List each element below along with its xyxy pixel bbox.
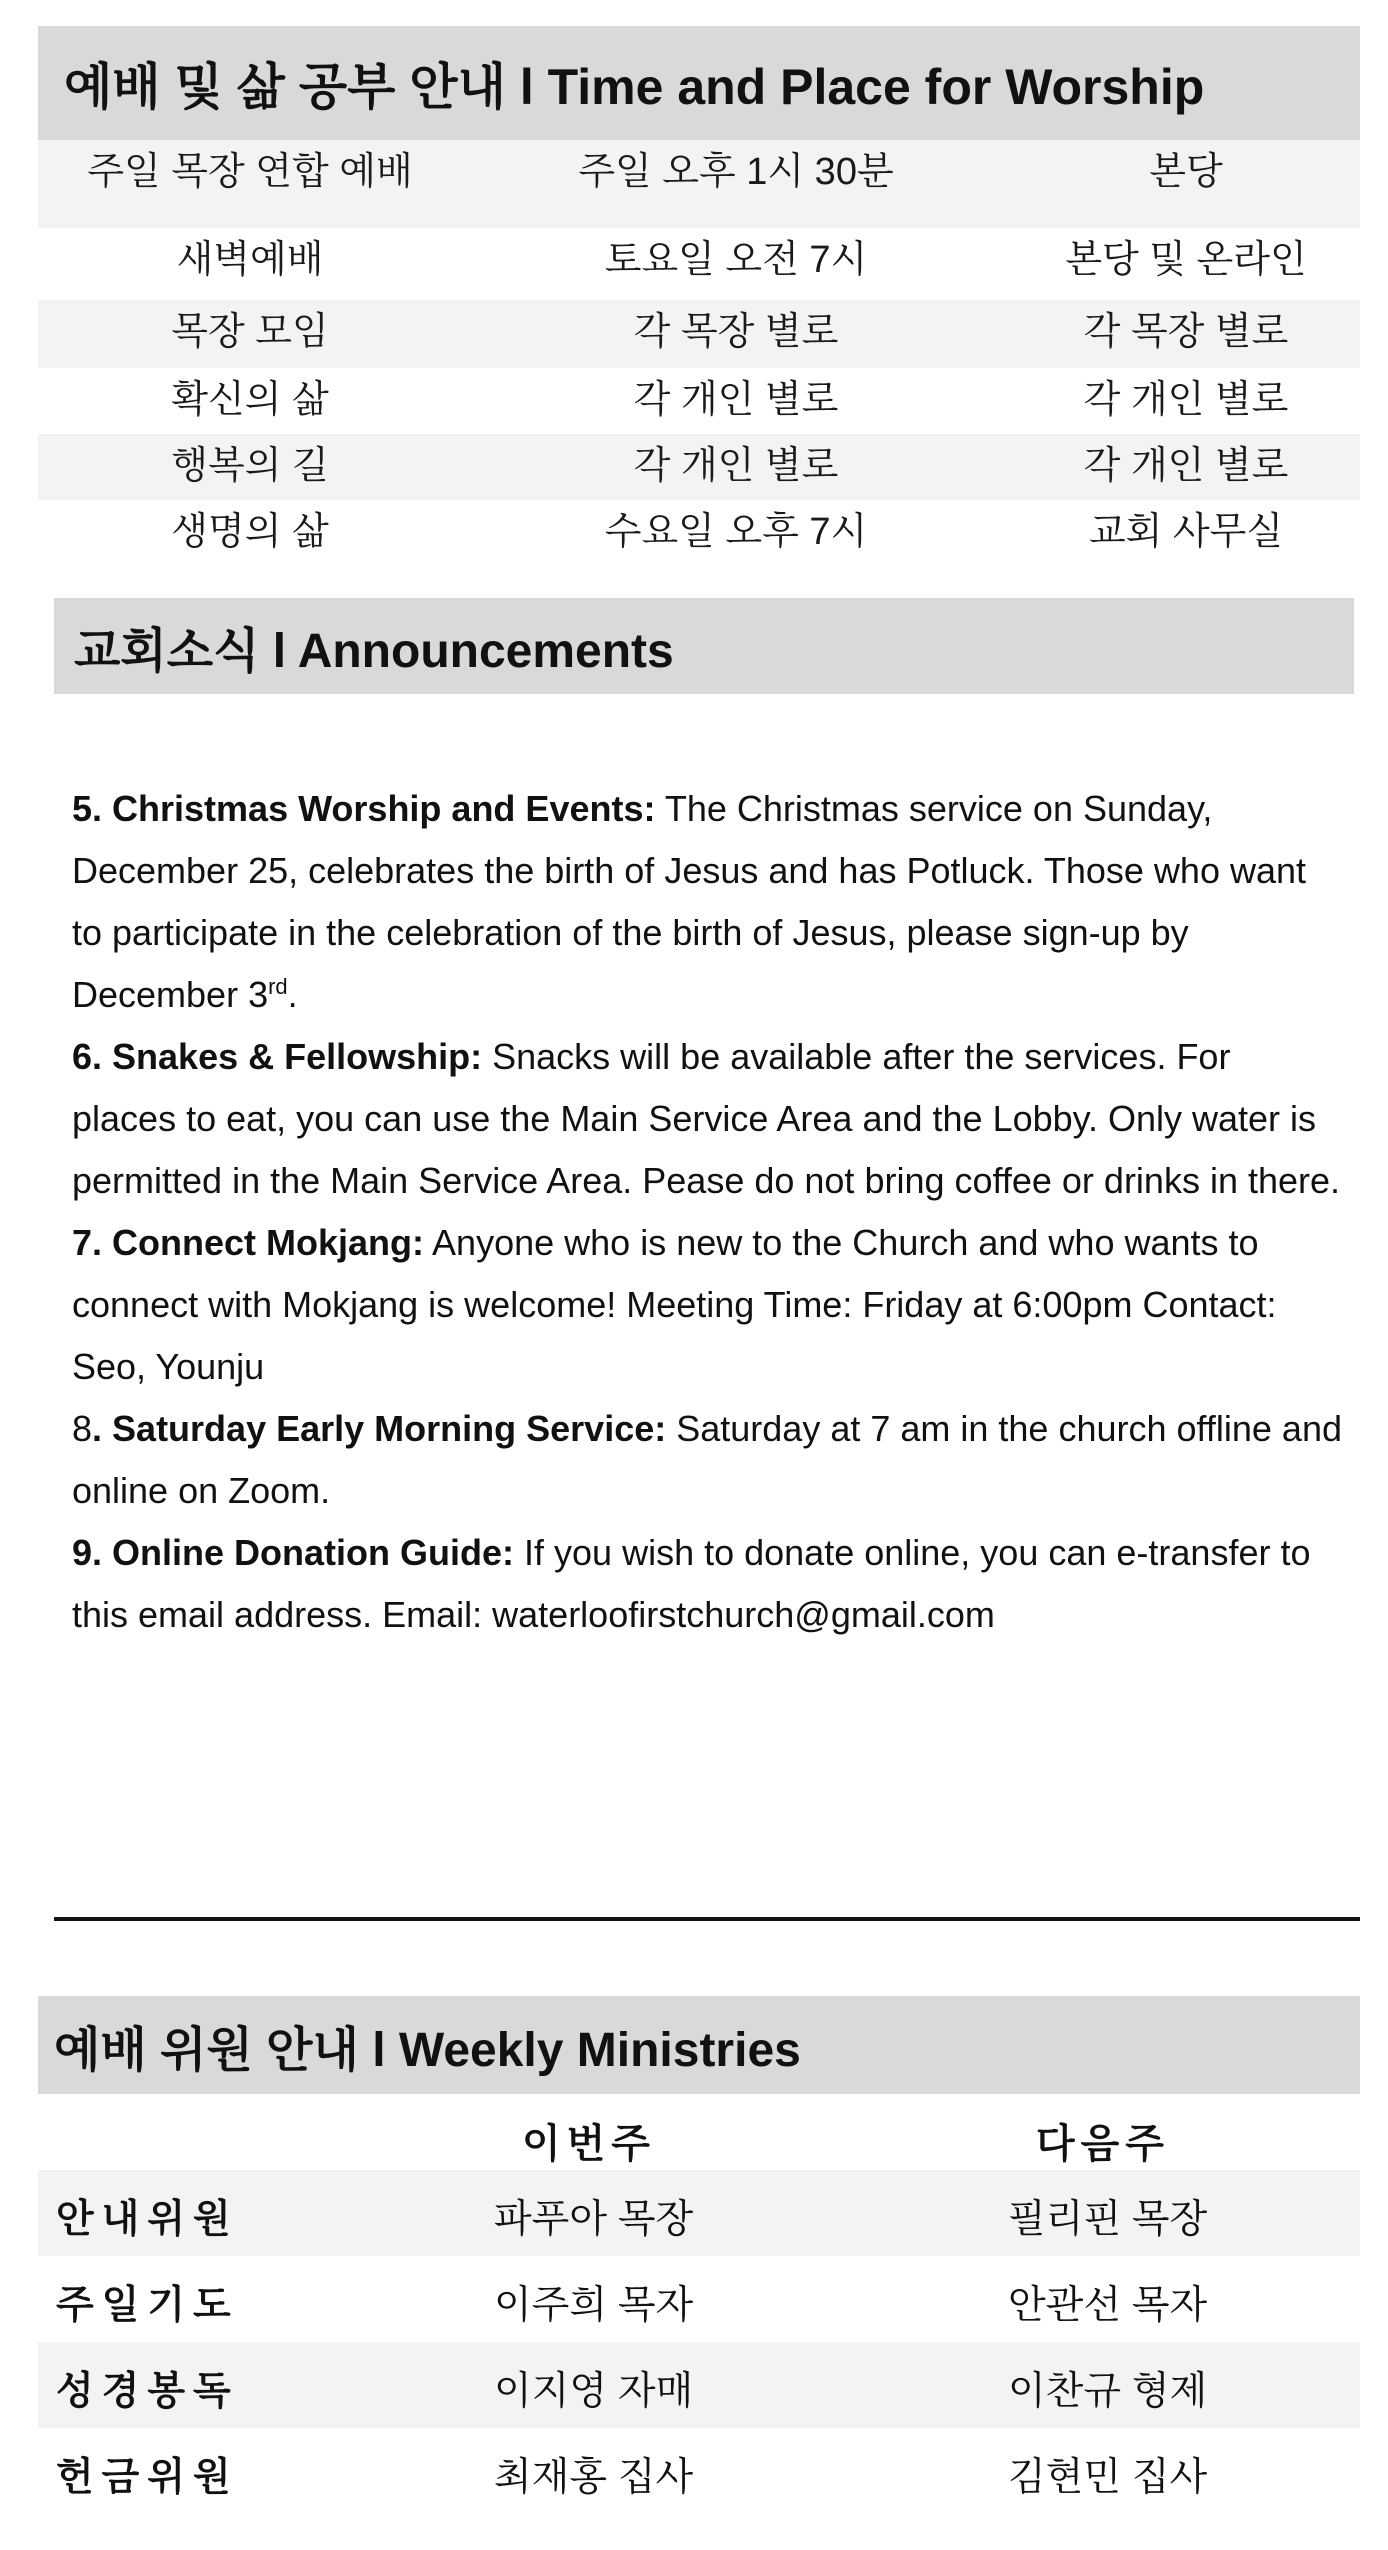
worship-time: 각 개인 별로 [633,445,839,487]
ministry-next-week: 필리핀 목장 [1008,2198,1208,2241]
announcement-heading: 5. Christmas Worship and Events: [72,788,656,829]
announcement-item [72,778,1342,1026]
worship-name: 주일 목장 연합 예배 [87,151,413,193]
announcement-item [72,1212,1342,1398]
worship-row [38,434,1360,500]
announcement-item [72,1026,1342,1212]
worship-time: 토요일 오전 7시 [604,239,868,281]
announcement-text: Saturday at 7 am in the church offline and online on Zoom. [72,1408,1342,1511]
announcement-item [72,1398,1342,1522]
worship-name: 행복의 길 [171,445,329,487]
announcement-heading: 6. Snakes & Fellowship: [72,1036,483,1077]
this-week-heading: 이번주 [522,2122,656,2166]
ministry-row [38,2428,1360,2514]
announcement-text: Anyone who is new to the Church and who wants to connect with Mokjang is welcome! Meeting Time: Friday at 6:00pm Contact: Seo, Younju [72,1222,1277,1387]
announcement-item [72,1522,1342,1646]
announcement-text: Snacks will be available after the services. For places to eat, you can use the Main Service Area and the Lobby. Only water is permitted in the Main Service Area. Pease do not bring coffee or drinks in there. [72,1036,1341,1201]
ministry-next-week: 안관선 목자 [1008,2284,1208,2327]
ministry-next-week: 이찬규 형제 [1008,2370,1208,2413]
ministry-next-week: 김현민 집사 [1008,2456,1208,2499]
ministry-row [38,2342,1360,2428]
worship-row [38,368,1360,434]
announcement-heading: 7. Connect Mokjang: [72,1222,425,1263]
section-divider [54,1917,1360,1921]
worship-place: 교회 사무실 [1088,511,1284,553]
worship-time: 각 개인 별로 [633,379,839,421]
worship-name: 확신의 삶 [171,379,329,421]
next-week-heading: 다음주 [1036,2122,1170,2166]
announcement-text: The Christmas service on Sunday, December 25, celebrates the birth of Jesus and has Potluck. Those who want to participate in the celebration of the birth of Jesus, please sign-up by December 3 [72,788,1307,1015]
worship-place: 본당 [1149,151,1223,193]
announcements-section-title: 교회소식 l Announcements [54,598,1354,694]
worship-time: 수요일 오후 7시 [604,511,868,553]
worship-section-title: 예배 및 삶 공부 안내 l Time and Place for Worship [38,26,1360,140]
worship-name: 생명의 삶 [171,511,329,553]
ministry-role: 성경봉독 [56,2370,239,2413]
ministry-row [38,2170,1360,2256]
worship-time: 각 목장 별로 [633,311,839,353]
worship-place: 각 개인 별로 [1083,379,1289,421]
worship-row [38,140,1360,228]
worship-row [38,500,1360,566]
announcement-tail: . [287,974,298,1015]
announcement-heading: 9. Online Donation Guide: [72,1532,515,1573]
ministry-this-week: 이지영 자매 [494,2370,694,2413]
worship-time: 주일 오후 1시 30분 [578,151,894,193]
ministries-section-title: 예배 위원 안내 l Weekly Ministries [38,1996,1360,2094]
ministry-this-week: 최재홍 집사 [494,2456,694,2499]
worship-row [38,300,1360,368]
announcement-number: 8 [72,1408,93,1449]
worship-name: 새벽예배 [176,239,324,281]
ministry-role: 안내위원 [56,2198,239,2241]
announcement-superscript: rd [268,974,288,999]
announcement-text: If you wish to donate online, you can e-transfer to this email address. Email: waterloofirstchurch@gmail.com [72,1532,1311,1635]
ministry-this-week: 파푸아 목장 [494,2198,694,2241]
ministry-role: 주일기도 [56,2284,239,2327]
ministry-row [38,2256,1360,2342]
announcements-list [72,778,1342,1646]
ministry-role: 헌금위원 [56,2456,239,2499]
worship-place: 각 목장 별로 [1083,311,1289,353]
worship-place: 본당 및 온라인 [1065,239,1307,281]
ministry-this-week: 이주희 목자 [494,2284,694,2327]
worship-name: 목장 모임 [171,311,329,353]
announcement-heading: . Saturday Early Morning Service: [92,1408,667,1449]
worship-place: 각 개인 별로 [1083,445,1289,487]
worship-row [38,228,1360,300]
